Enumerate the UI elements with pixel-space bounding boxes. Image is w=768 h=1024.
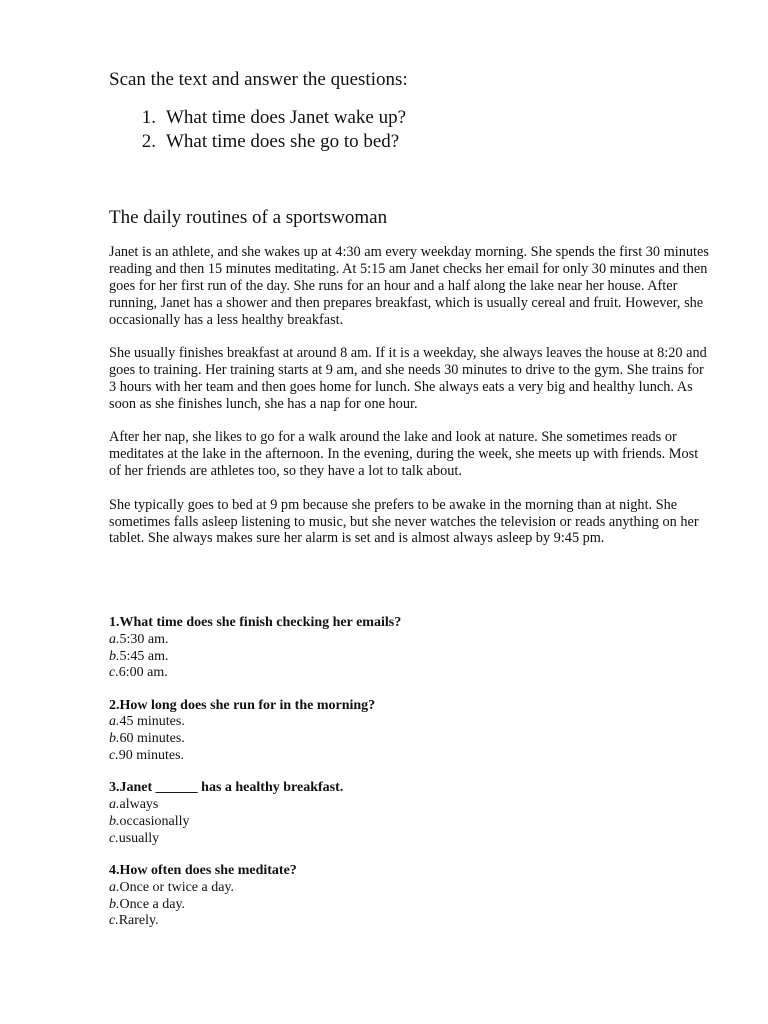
quiz-question-block — [109, 615, 669, 682]
option-letter: a. — [109, 714, 120, 730]
option-text: 45 minutes. — [119, 714, 185, 730]
option-text: 60 minutes. — [119, 731, 185, 747]
quiz-option — [109, 797, 669, 814]
quiz-question: 2.How long does she run for in the morning? — [109, 697, 376, 713]
quiz-option — [109, 831, 669, 848]
quiz-question: 3.Janet ______ has a healthy breakfast. — [109, 780, 344, 796]
article-paragraph: She typically goes to bed at 9 pm because she prefers to be awake in the morning than at night. She sometimes falls asleep listening to music, but she never watches the television or reads anything on her tablet. She always makes sure her alarm is set and is almost always asleep by 9:45 pm. — [109, 496, 699, 547]
scan-question-text: What time does Janet wake up? — [166, 107, 407, 128]
quiz-question: 1.What time does she finish checking her emails? — [109, 615, 402, 630]
quiz-option — [109, 731, 669, 748]
scan-questions-list — [109, 106, 406, 153]
quiz-question-block — [109, 780, 669, 847]
option-text: usually — [118, 830, 160, 846]
option-letter: c. — [109, 913, 119, 929]
option-letter: c. — [109, 830, 119, 846]
scan-question-number: 1. — [141, 107, 156, 128]
quiz-question-block — [109, 863, 669, 930]
article-body — [109, 244, 709, 564]
quiz-option — [109, 649, 669, 666]
quiz-section — [109, 615, 669, 946]
option-text: Once a day. — [119, 896, 186, 912]
option-text: 5:45 am. — [119, 648, 169, 664]
option-letter: a. — [109, 631, 120, 647]
quiz-option — [109, 897, 669, 914]
scan-question — [109, 130, 406, 154]
scan-question-number: 2. — [141, 130, 156, 152]
option-text: 90 minutes. — [118, 748, 185, 764]
quiz-option — [109, 632, 669, 649]
option-letter: b. — [109, 896, 120, 912]
option-text: always — [119, 797, 159, 813]
quiz-option — [109, 880, 669, 897]
option-text: 5:30 am. — [119, 631, 169, 647]
quiz-option — [109, 714, 669, 731]
option-text: Once or twice a day. — [119, 879, 235, 895]
option-letter: b. — [109, 648, 120, 664]
article-title: The daily routines of a sportswoman — [109, 207, 388, 228]
option-letter: b. — [109, 731, 120, 747]
quiz-option — [109, 665, 669, 682]
scan-question-text: What time does she go to bed? — [166, 130, 400, 152]
quiz-question-block — [109, 698, 669, 765]
article-paragraph: She usually finishes breakfast at around 8 am. If it is a weekday, she always leaves the house at 8:20 and goes to training. Her training starts at 9 am, and she needs 30 minutes to drive to the gym. She trains for 3 hours with her team and then goes home for lunch. She always eats a very big and healthy lunch. As soon as she finishes lunch, she has a nap for one hour. — [109, 345, 707, 412]
option-text: 6:00 am. — [118, 665, 168, 681]
option-letter: b. — [109, 813, 120, 829]
option-letter: a. — [109, 797, 120, 813]
quiz-option — [109, 748, 669, 765]
quiz-option — [109, 913, 669, 930]
instructions-heading: Scan the text and answer the questions: — [109, 69, 408, 90]
option-text: occasionally — [119, 813, 190, 829]
article-paragraph: Janet is an athlete, and she wakes up at 4:30 am every weekday morning. She spends the first 30 minutes reading and then 15 minutes meditating. At 5:15 am Janet checks her email for only 30 minutes and then goes for her first run of the day. She runs for an hour and a half along the lake near her house. After running, Janet has a shower and then prepares breakfast, which is usually cereal and fruit. However, she occasionally has a less healthy breakfast. — [109, 244, 709, 328]
quiz-option — [109, 814, 669, 831]
scan-question — [109, 106, 406, 130]
option-letter: c. — [109, 748, 119, 764]
option-letter: c. — [109, 665, 119, 681]
option-text: Rarely. — [118, 913, 159, 929]
article-paragraph: After her nap, she likes to go for a walk around the lake and look at nature. She sometimes reads or meditates at the lake in the afternoon. In the evening, during the week, she meets up with friends. Most of her friends are athletes too, so they have a lot to talk about. — [109, 429, 699, 480]
option-letter: a. — [109, 879, 120, 895]
quiz-question: 4.How often does she meditate? — [109, 863, 297, 879]
